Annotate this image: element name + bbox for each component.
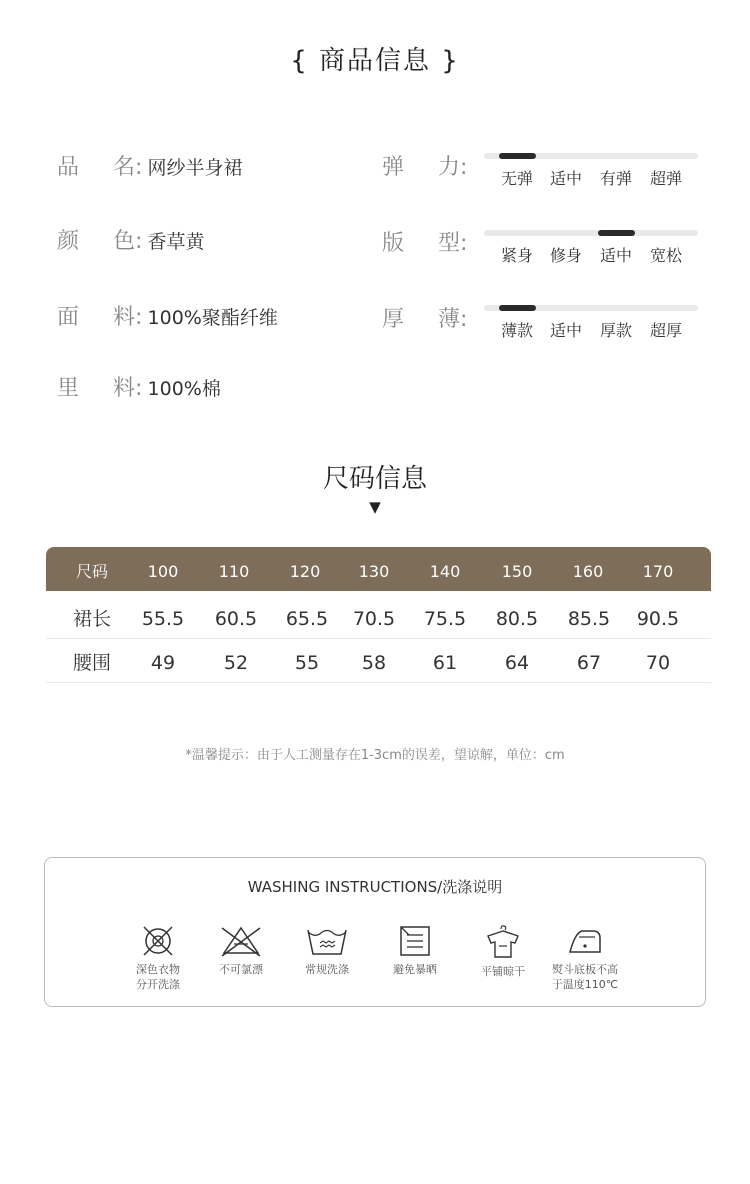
rating-option: 超弹 (649, 169, 682, 188)
iron-icon (566, 924, 604, 958)
rating-option: 薄款 (500, 321, 533, 340)
attr-label: 面 (57, 305, 80, 330)
table-cell: 64 (504, 652, 530, 674)
rating-thickness-label (382, 302, 467, 333)
rating-indicator (598, 230, 635, 236)
header-cell: 160 (572, 562, 604, 581)
attr-value: 香草黄 (147, 231, 205, 253)
size-tip: *温馨提示：由于人工测量存在1-3cm的误差，望谅解，单位：cm (185, 748, 565, 763)
table-cell: 55 (294, 652, 320, 674)
rating-option: 宽松 (649, 246, 682, 265)
row-label: 腰围 (72, 652, 111, 674)
wash-caption: 深色衣物 (136, 963, 180, 976)
attr-label: 型: (438, 231, 468, 256)
attr-label: 力: (438, 155, 468, 180)
rating-option: 修身 (549, 246, 582, 265)
no-machine-wash-icon (141, 924, 175, 958)
rating-option: 适中 (599, 246, 632, 265)
table-cell: 52 (223, 652, 249, 674)
normal-wash-icon (305, 924, 349, 958)
table-cell: 70.5 (352, 608, 396, 630)
table-cell: 90.5 (636, 608, 680, 630)
header-cell: 120 (289, 562, 321, 581)
flat-dry-icon (484, 924, 522, 960)
rating-fit-label (382, 226, 467, 257)
attr-value: 100%棉 (147, 378, 221, 400)
attr-label: 料: (113, 305, 143, 330)
wash-caption: 熨斗底板不高 (552, 963, 618, 976)
down-arrow-icon: ▼ (369, 498, 381, 516)
attr-label: 薄: (438, 307, 468, 332)
attr-label: 里 (57, 376, 80, 401)
rating-option: 无弹 (500, 169, 533, 188)
wash-item (196, 924, 286, 977)
washing-title: WASHING INSTRUCTIONS/洗涤说明 (247, 878, 503, 896)
attr-value: 网纱半身裙 (147, 157, 243, 179)
attr-label: 颜 (57, 229, 80, 254)
rating-indicator (499, 153, 536, 159)
washing-instructions-panel (44, 857, 706, 1007)
avoid-sun-icon (398, 924, 432, 958)
attr-value: 100%聚酯纤维 (147, 307, 278, 329)
rating-option: 超厚 (649, 321, 682, 340)
rating-option: 有弹 (599, 169, 632, 188)
header-cell: 170 (642, 562, 674, 581)
header-cell: 130 (358, 562, 390, 581)
attr-fabric (57, 300, 278, 331)
rating-option: 适中 (549, 321, 582, 340)
rating-option: 适中 (549, 169, 582, 188)
table-cell: 58 (361, 652, 387, 674)
wash-caption: 平铺晾干 (481, 965, 525, 978)
rating-elasticity (484, 150, 698, 190)
attr-label: 品 (57, 155, 80, 180)
table-row (46, 594, 711, 639)
page-title: { 商品信息 } (290, 46, 460, 76)
header-cell: 140 (429, 562, 461, 581)
table-cell: 49 (150, 652, 176, 674)
wash-item (282, 924, 372, 977)
size-section-title: 尺码信息 (322, 464, 427, 494)
attr-label: 料: (113, 376, 143, 401)
wash-caption: 不可氯漂 (219, 963, 263, 976)
rating-elasticity-label (382, 150, 467, 181)
wash-item (540, 924, 630, 992)
attr-label: 色: (113, 229, 143, 254)
wash-item (370, 924, 460, 977)
no-bleach-icon (220, 924, 262, 958)
table-cell: 60.5 (214, 608, 258, 630)
rating-option: 厚款 (599, 321, 632, 340)
attr-label: 弹 (382, 155, 405, 180)
wash-item (113, 924, 203, 992)
table-cell: 65.5 (285, 608, 329, 630)
table-cell: 67 (576, 652, 602, 674)
table-cell: 61 (432, 652, 458, 674)
table-cell: 80.5 (495, 608, 539, 630)
wash-caption: 于温度110℃ (551, 978, 619, 991)
wash-caption: 避免暴晒 (393, 963, 437, 976)
rating-track (484, 230, 698, 236)
header-cell: 100 (147, 562, 179, 581)
table-row (46, 638, 711, 683)
attr-lining (57, 371, 221, 402)
rating-option: 紧身 (500, 246, 533, 265)
header-cell: 110 (218, 562, 250, 581)
wash-item (458, 924, 548, 979)
header-cell: 150 (501, 562, 533, 581)
rating-fit (484, 227, 698, 267)
attr-label: 版 (382, 231, 405, 256)
size-table-header (46, 547, 711, 591)
table-cell: 75.5 (423, 608, 467, 630)
header-cell: 尺码 (75, 562, 108, 581)
table-cell: 70 (645, 652, 671, 674)
attr-label: 名: (113, 155, 143, 180)
wash-caption: 常规洗涤 (305, 963, 349, 976)
table-cell: 85.5 (567, 608, 611, 630)
table-cell: 55.5 (141, 608, 185, 630)
attr-name (57, 150, 243, 181)
attr-color (57, 224, 205, 255)
attr-label: 厚 (382, 307, 405, 332)
row-label: 裙长 (72, 608, 111, 630)
wash-caption: 分开洗涤 (136, 978, 180, 991)
rating-thickness (484, 302, 698, 342)
rating-indicator (499, 305, 536, 311)
